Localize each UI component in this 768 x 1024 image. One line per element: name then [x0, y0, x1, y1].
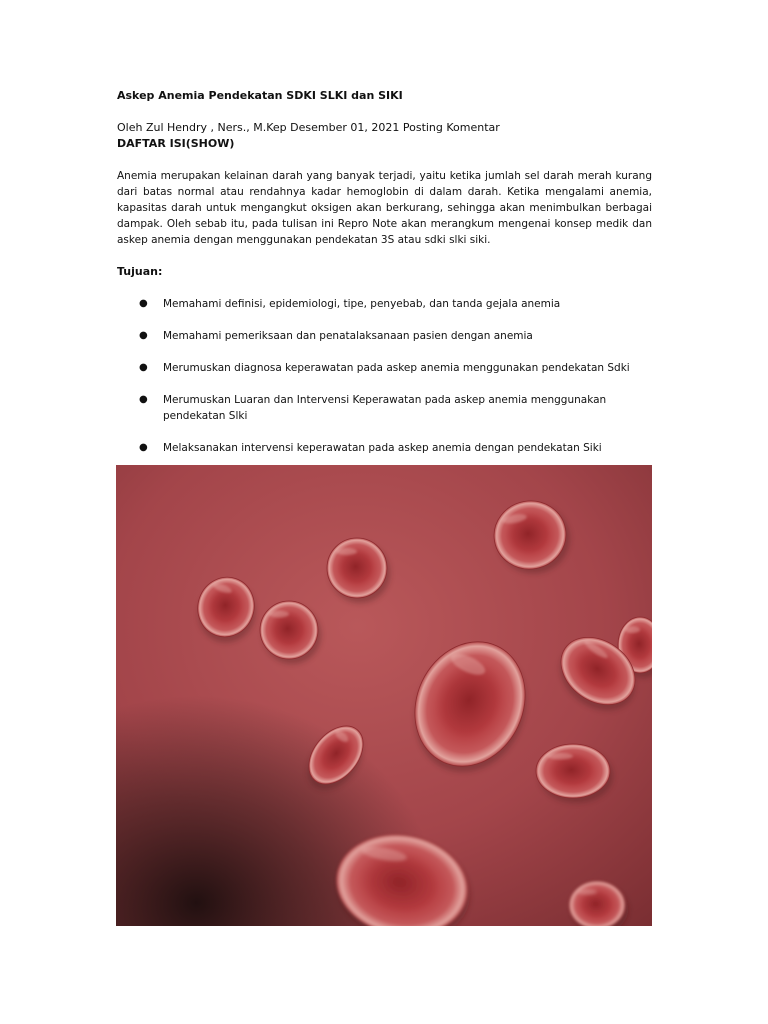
intro-paragraph: Anemia merupakan kelainan darah yang banyak terjadi, yaitu ketika jumlah sel darah merah kurang dari batas normal atau rendahnya kadar hemoglobin di dalam darah. Ketika mengalami anemia, kapasitas darah untuk mengangkut oksigen akan berkurang, sehingga akan menimbulkan berbagai dampak. Oleh sebab itu, pada tulisan ini Repro Note akan merangkum mengenai konsep medik dan askep anemia dengan menggunakan pendekatan 3S atau sdki slki siki. — [117, 170, 652, 246]
bullet-icon: ● — [139, 394, 148, 405]
list-item — [117, 392, 652, 424]
list-item — [117, 328, 652, 344]
table-of-contents-toggle[interactable]: DAFTAR ISI(SHOW) — [117, 137, 235, 150]
red-blood-cells-illustration — [116, 465, 652, 926]
cell-highlight — [625, 626, 640, 633]
cell-highlight — [336, 548, 357, 555]
bullet-icon: ● — [139, 298, 148, 309]
document-body — [117, 88, 652, 456]
author-byline: Oleh Zul Hendry , Ners., M.Kep Desember 01, 2021 Posting Komentar — [117, 121, 500, 134]
goal-text: Merumuskan Luaran dan Intervensi Keperawatan pada askep anemia menggunakan pendekatan Slki — [163, 394, 607, 422]
cell-highlight — [547, 753, 573, 759]
goal-text: Merumuskan diagnosa keperawatan pada askep anemia menggunakan pendekatan Sdki — [163, 362, 630, 374]
goal-text: Memahami definisi, epidemiologi, tipe, penyebab, dan tanda gejala anemia — [163, 298, 561, 310]
document-title: Askep Anemia Pendekatan SDKI SLKI dan SIKI — [117, 89, 403, 102]
cell-highlight — [269, 611, 289, 618]
cell-highlight — [577, 889, 597, 895]
bullet-icon: ● — [139, 442, 148, 453]
goals-heading: Tujuan: — [117, 265, 163, 278]
red-blood-cells-image — [116, 465, 652, 926]
goal-text: Memahami pemeriksaan dan penatalaksanaan pasien dengan anemia — [163, 330, 533, 342]
bullet-icon: ● — [139, 330, 148, 341]
list-item — [117, 360, 652, 376]
goal-text: Melaksanakan intervensi keperawatan pada askep anemia dengan pendekatan Siki — [163, 442, 602, 454]
goals-list — [117, 296, 652, 456]
bullet-icon: ● — [139, 362, 148, 373]
list-item — [117, 296, 652, 312]
list-item — [117, 440, 652, 456]
